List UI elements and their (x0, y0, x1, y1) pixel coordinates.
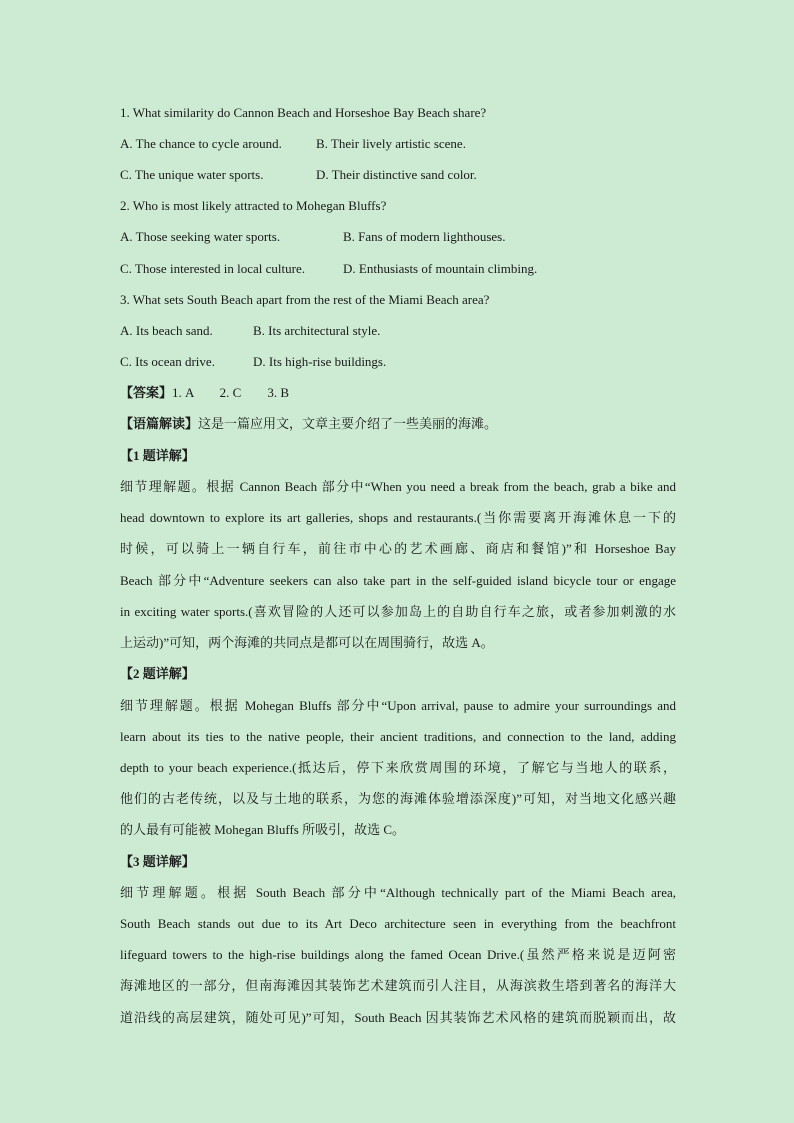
question-1-options-row-2 (120, 166, 676, 184)
question-1-option-d: D. Their distinctive sand color. (316, 167, 477, 182)
question-1-option-a: A. The chance to cycle around. (120, 136, 282, 151)
question-2-option-b: B. Fans of modern lighthouses. (343, 229, 506, 244)
question-3-option-b: B. Its architectural style. (253, 323, 381, 338)
answer-label: 【答案】 (120, 385, 173, 400)
question-2-options-row-1 (120, 228, 676, 246)
detail-1-line: 时候，可以骑上一辆自行车，前往市中心的艺术画廊、商店和餐馆)”和 Horseshoe Bay (120, 541, 676, 556)
detail-2-line: depth to your beach experience.(抵达后，停下来欣赏周围的环境，了解它与当地人的联系， (120, 760, 676, 775)
detail-1-heading: 【1 题详解】 (120, 448, 195, 463)
summary-line (120, 415, 676, 433)
question-3-option-a: A. Its beach sand. (120, 323, 213, 338)
question-2-option-c: C. Those interested in local culture. (120, 261, 305, 276)
answer-text: 1. A 2. C 3. B (172, 385, 290, 400)
detail-2-line: 细节理解题。根据 Mohegan Bluffs 部分中“Upon arrival, pause to admire your surroundings and (120, 698, 676, 713)
detail-3-line: 道沿线的高层建筑，随处可见)”可知，South Beach 因其装饰艺术风格的建筑而脱颖而出，故 (120, 1010, 676, 1025)
question-3-option-c: C. Its ocean drive. (120, 354, 215, 369)
detail-2-line: 他们的古老传统，以及与土地的联系，为您的海滩体验增添深度)”可知，对当地文化感兴趣 (120, 791, 676, 806)
question-2-option-d: D. Enthusiasts of mountain climbing. (343, 261, 538, 276)
question-3-options-row-2 (120, 353, 676, 371)
detail-1-line: Beach 部分中“Adventure seekers can also take part in the self-guided island bicycle tour or engage (120, 573, 676, 588)
question-1-option-b: B. Their lively artistic scene. (316, 136, 466, 151)
question-1-stem: 1. What similarity do Cannon Beach and Horseshoe Bay Beach share? (120, 105, 487, 120)
question-3-option-d: D. Its high-rise buildings. (253, 354, 387, 369)
detail-3-heading: 【3 题详解】 (120, 854, 195, 869)
detail-2-line: 的人最有可能被 Mohegan Bluffs 所吸引，故选 C。 (120, 822, 406, 837)
detail-2-line: learn about its ties to the native people, their ancient traditions, and connection to the land, adding (120, 729, 676, 744)
summary-text: 这是一篇应用文，文章主要介绍了一些美丽的海滩。 (198, 416, 498, 431)
detail-1-line: 上运动)”可知，两个海滩的共同点是都可以在周围骑行，故选 A。 (120, 635, 494, 650)
detail-3-line: 海滩地区的一部分，但南海滩因其装饰艺术建筑而引人注目，从海滨救生塔到著名的海洋大 (120, 978, 676, 993)
detail-1-line: head downtown to explore its art galleries, shops and restaurants.(当你需要离开海滩休息一下的 (120, 510, 676, 525)
question-3-stem: 3. What sets South Beach apart from the rest of the Miami Beach area? (120, 292, 490, 307)
question-3-options-row-1 (120, 322, 676, 340)
question-2-option-a: A. Those seeking water sports. (120, 229, 281, 244)
detail-3-line: 细节理解题。根据 South Beach 部分中“Although technically part of the Miami Beach area, (120, 885, 676, 900)
question-2-stem: 2. Who is most likely attracted to Mohegan Bluffs? (120, 198, 387, 213)
detail-3-line: lifeguard towers to the high-rise buildings along the famed Ocean Drive.(虽然严格来说是迈阿密 (120, 947, 676, 962)
detail-1-line: 细节理解题。根据 Cannon Beach 部分中“When you need a break from the beach, grab a bike and (120, 479, 676, 494)
answer-line (120, 384, 676, 402)
detail-2-heading: 【2 题详解】 (120, 666, 195, 681)
question-2-options-row-2 (120, 260, 676, 278)
detail-1-line: in exciting water sports.(喜欢冒险的人还可以参加岛上的自助自行车之旅，或者参加刺激的水 (120, 604, 676, 619)
question-1-options-row-1 (120, 135, 676, 153)
question-1-option-c: C. The unique water sports. (120, 167, 264, 182)
detail-3-line: South Beach stands out due to its Art Deco architecture seen in everything from the beachfront (120, 916, 676, 931)
summary-label: 【语篇解读】 (120, 416, 199, 431)
